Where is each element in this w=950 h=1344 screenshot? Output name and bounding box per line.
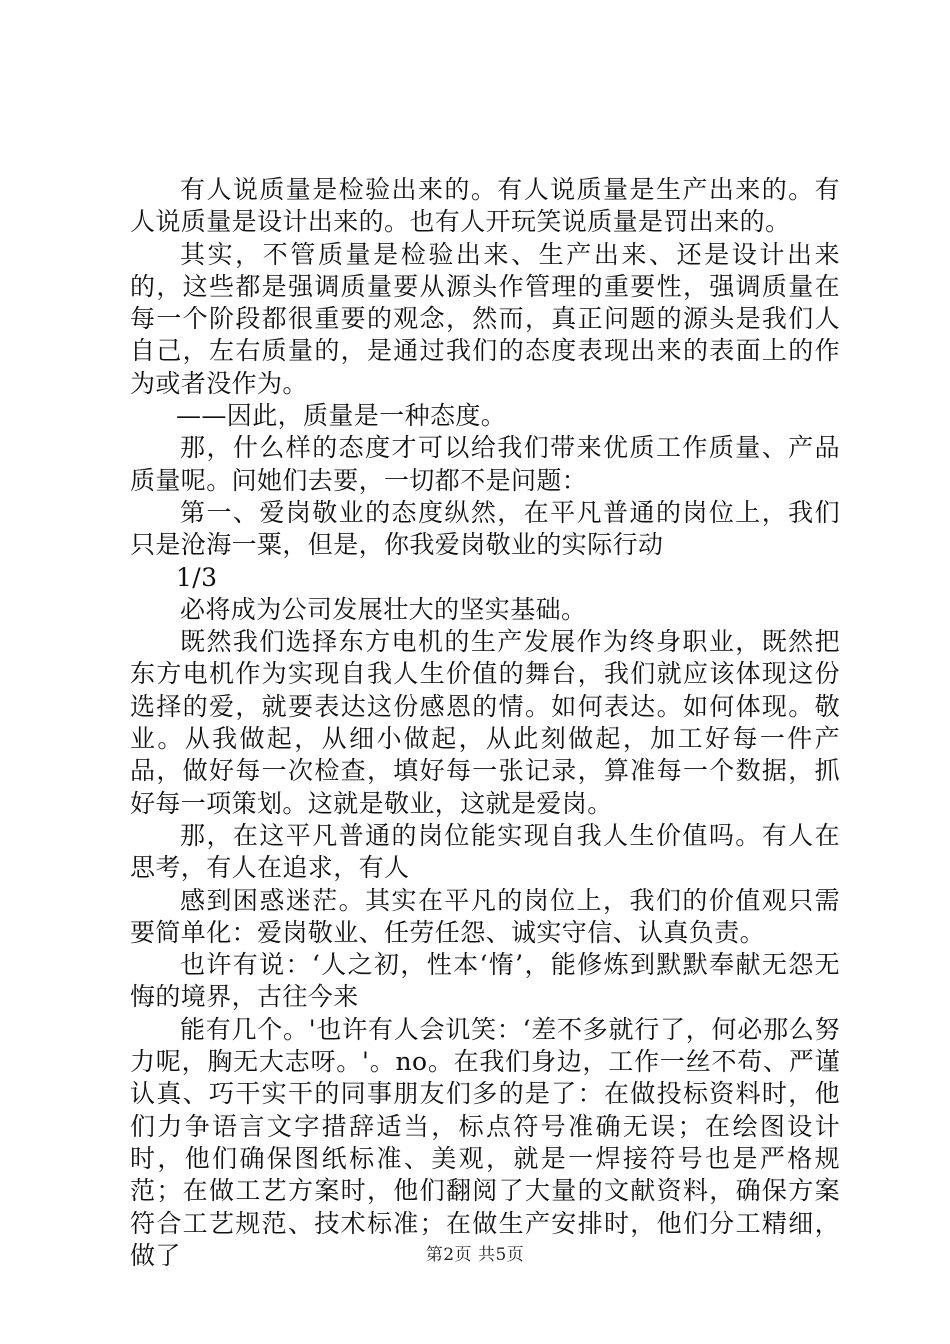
paragraph: 有人说质量是检验出来的。有人说质量是生产出来的。有人说质量是设计出来的。也有人开玩笑说质量是罚出来的。 [130, 175, 840, 237]
paragraph: 第一、爱岗敬业的态度纵然，在平凡普通的岗位上，我们只是沧海一粟，但是，你我爱岗敬业的实际行动 [130, 497, 840, 560]
paragraph: 也许有说：‘人之初，性本‘惰’，能修炼到默默奉献无怨无悔的境界，古往今来 [130, 950, 840, 1012]
paragraph: 那，在这平凡普通的岗位能实现自我人生价值吗。有人在思考，有人在追求，有人 [130, 820, 840, 883]
inline-page-marker: 1/3 [176, 562, 218, 592]
page-footer: 第2页 共5页 [425, 1245, 525, 1265]
document-body [130, 174, 840, 1272]
paragraph: 其实，不管质量是检验出来、生产出来、还是设计出来的，这些都是强调质量要从源头作管理的重要性，强调质量在每一个阶段都很重要的观念，然而，真正问题的源头是我们人自己，左右质量的，是通过我们的态度表现出来的表面上的作为或者没作为。 [130, 239, 840, 398]
paragraph: 那，什么样的态度才可以给我们带来优质工作质量、产品质量呢。问她们去要，一切都不是问题： [130, 433, 840, 495]
paragraph: 必将成为公司发展壮大的坚实基础。 [180, 594, 587, 624]
paragraph: 感到困惑迷茫。其实在平凡的岗位上，我们的价值观只需要简单化：爱岗敬业、任劳任怨、诚实守信、认真负责。 [130, 885, 840, 947]
paragraph: ——因此，质量是一种态度。 [176, 401, 507, 431]
paragraph: 既然我们选择东方电机的生产发展作为终身职业，既然把东方电机作为实现自我人生价值的舞台，我们就应该体现这份选择的爱，就要表达这份感恩的情。如何表达。如何体现。敬业。从我做起，从细小做起，从此刻做起，加工好每一件产品，做好每一次检查，填好每一张记录，算准每一个数据，抓好每一项策划。这就是敬业，这就是爱岗。 [130, 627, 840, 818]
paragraph: 能有几个。'也许有人会讥笑：‘差不多就行了，何必那么努力呢，胸无大志呀。'。no。在我们身边，工作一丝不苟、严谨认真、巧干实干的同事朋友们多的是了：在做投标资料时，他们力争语言文字措辞适当，标点符号准确无误；在绘图设计时，他们确保图纸标准、美观，就是一焊接符号也是严格规范；在做工艺方案时，他们翻阅了大量的文献资料，确保方案符合工艺规范、技术标准；在做生产安排时，他们分工精细，做了 [130, 1014, 840, 1270]
